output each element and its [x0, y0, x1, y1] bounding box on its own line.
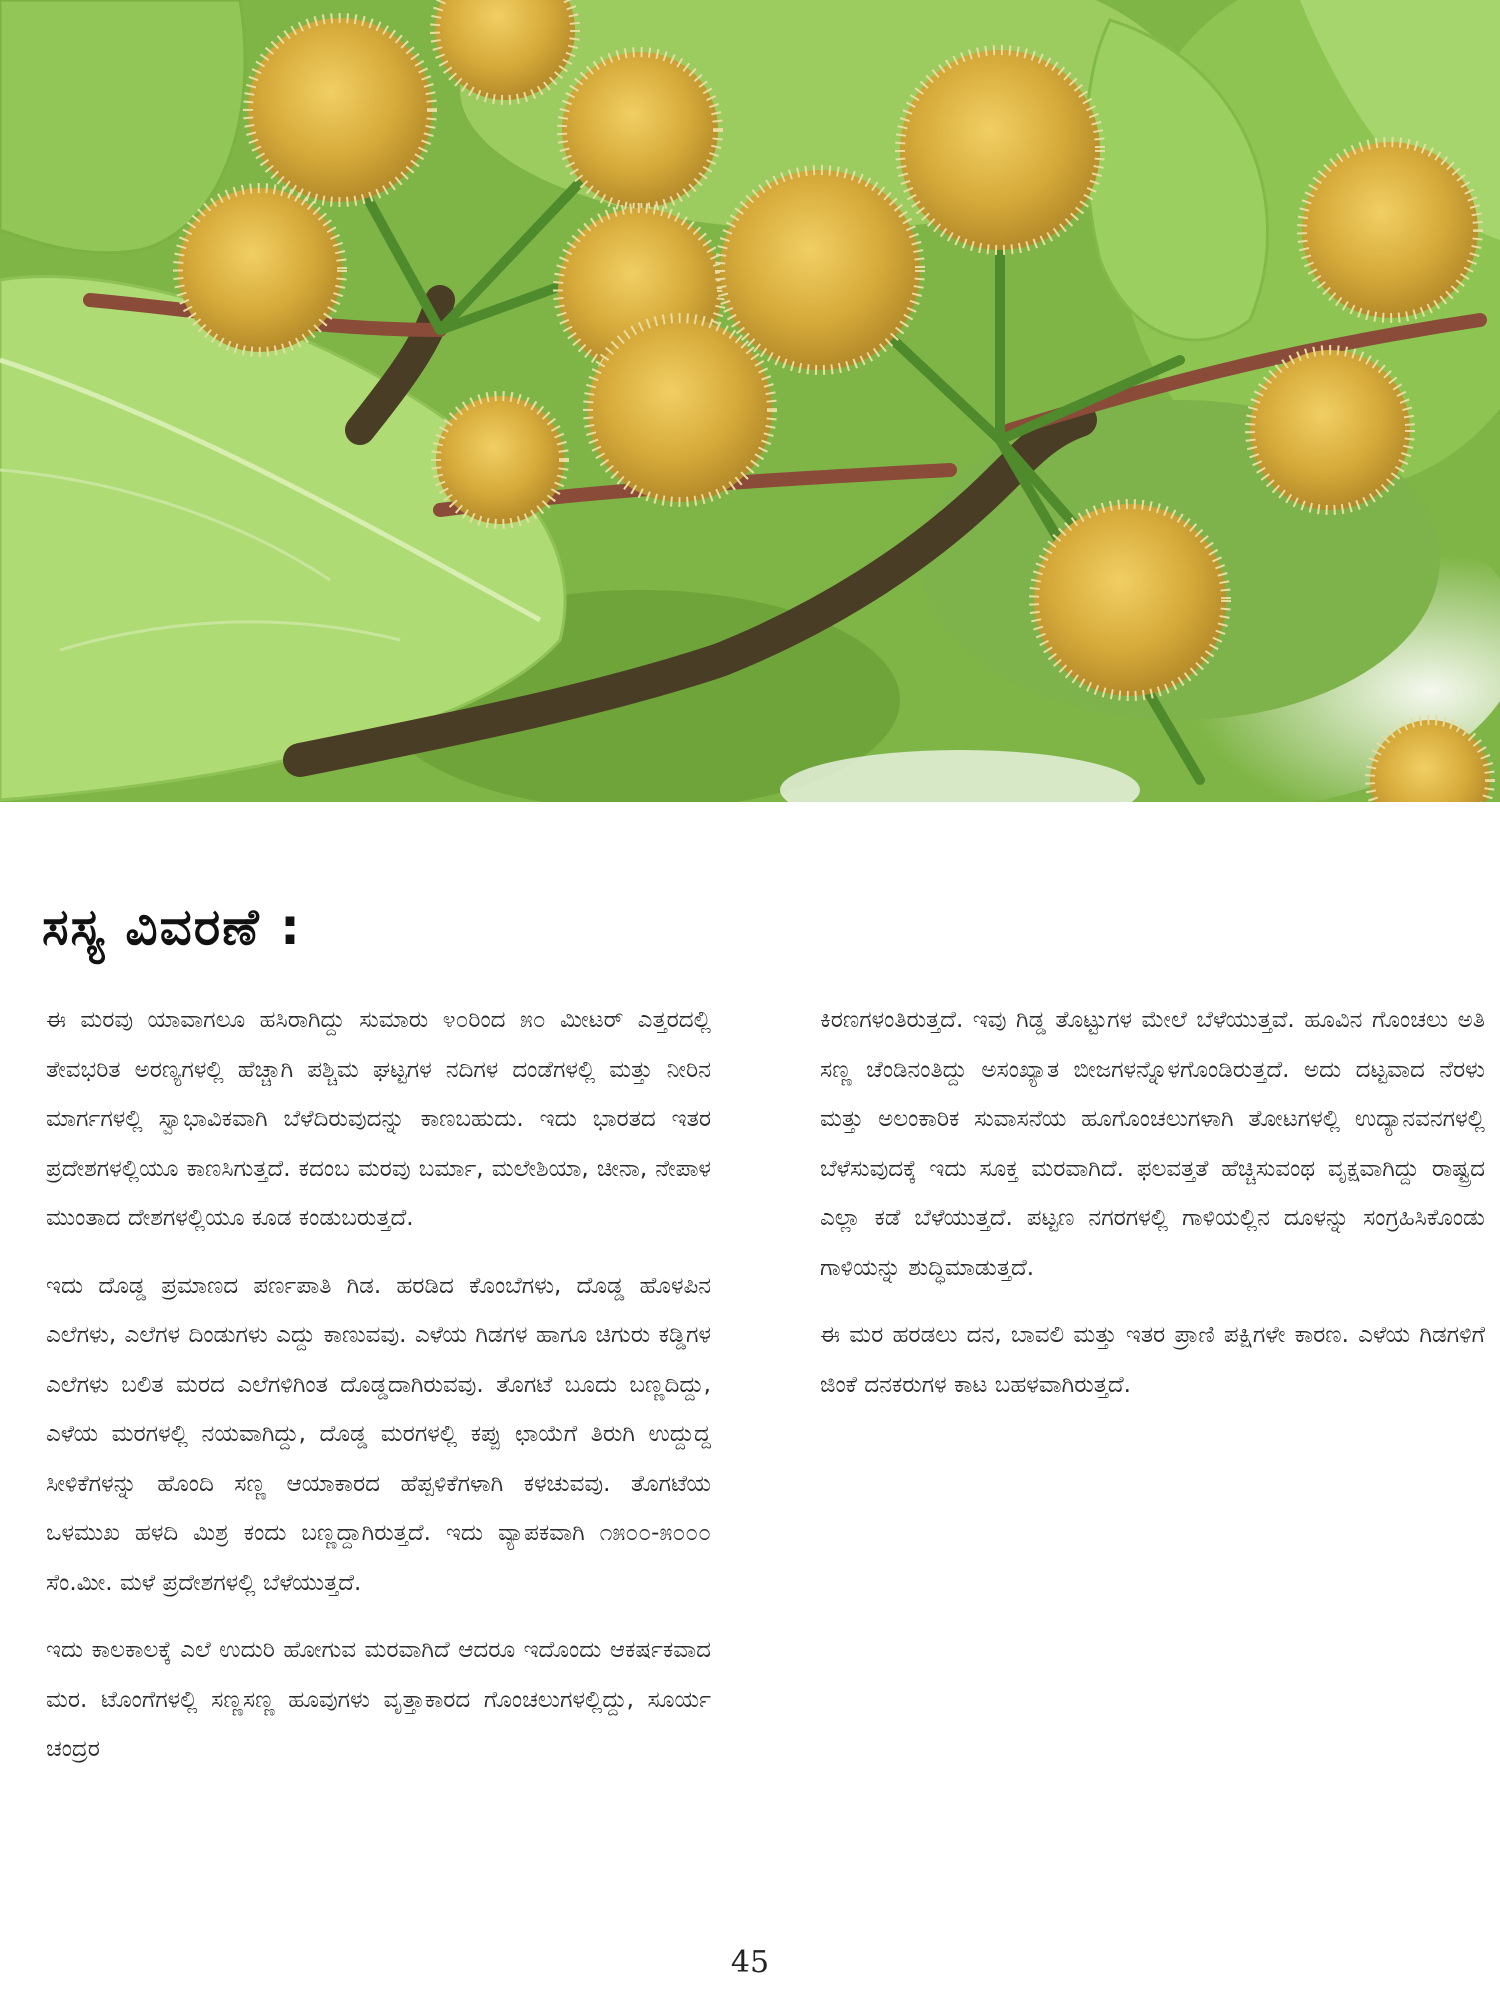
right-text-column — [820, 996, 1485, 1428]
paragraph: ಕಿರಣಗಳಂತಿರುತ್ತದೆ. ಇವು ಗಿಡ್ಡ ತೊಟ್ಟುಗಳ ಮೇಲೆ ಬೆಳೆಯುತ್ತವೆ. ಹೂವಿನ ಗೊಂಚಲು ಅತಿ ಸಣ್ಣ ಚೆಂಡಿನಂತಿದ್ದು ಅಸಂಖ್ಯಾತ ಬೀಜಗಳನ್ನೊಳಗೊಂಡಿರುತ್ತದೆ. ಅದು ದಟ್ಟವಾದ ನೆರಳು ಮತ್ತು ಅಲಂಕಾರಿಕ ಸುವಾಸನೆಯ ಹೂಗೊಂಚಲುಗಳಾಗಿ ತೋಟಗಳಲ್ಲಿ ಉದ್ಯಾನವನಗಳಲ್ಲಿ ಬೆಳೆಸುವುದಕ್ಕೆ ಇದು ಸೂಕ್ತ ಮರವಾಗಿದೆ. ಫಲವತ್ತತೆ ಹೆಚ್ಚಿಸುವಂಥ ವೃಕ್ಷವಾಗಿದ್ದು ರಾಷ್ಟ್ರದ ಎಲ್ಲಾ ಕಡೆ ಬೆಳೆಯುತ್ತದೆ. ಪಟ್ಟಣ ನಗರಗಳಲ್ಲಿ ಗಾಳಿಯಲ್ಲಿನ ದೂಳನ್ನು ಸಂಗ್ರಹಿಸಿಕೊಂಡು ಗಾಳಿಯನ್ನು ಶುದ್ಧಿಮಾಡುತ್ತದೆ. — [820, 1007, 1485, 1281]
photo-illustration — [0, 0, 1500, 802]
paragraph: ಈ ಮರವು ಯಾವಾಗಲೂ ಹಸಿರಾಗಿದ್ದು ಸುಮಾರು ೪೦ರಿಂದ ೫೦ ಮೀಟರ್ ಎತ್ತರದಲ್ಲಿ ತೇವಭರಿತ ಅರಣ್ಯಗಳಲ್ಲಿ ಹೆಚ್ಚಾಗಿ ಪಶ್ಚಿಮ ಘಟ್ಟಗಳ ನದಿಗಳ ದಂಡೆಗಳಲ್ಲಿ ಮತ್ತು ನೀರಿನ ಮಾರ್ಗಗಳಲ್ಲಿ ಸ್ವಾಭಾವಿಕವಾಗಿ ಬೆಳೆದಿರುವುದನ್ನು ಕಾಣಬಹುದು. ಇದು ಭಾರತದ ಇತರ ಪ್ರದೇಶಗಳಲ್ಲಿಯೂ ಕಾಣಸಿಗುತ್ತದೆ. ಕದಂಬ ಮರವು ಬರ್ಮಾ, ಮಲೇಶಿಯಾ, ಚೀನಾ, ನೇಪಾಳ ಮುಂತಾದ ದೇಶಗಳಲ್ಲಿಯೂ ಕೂಡ ಕಂಡುಬರುತ್ತದೆ. — [46, 1007, 711, 1231]
page-number: 45 — [730, 1945, 770, 1980]
paragraph: ಈ ಮರ ಹರಡಲು ದನ, ಬಾವಲಿ ಮತ್ತು ಇತರ ಪ್ರಾಣಿ ಪಕ್ಷಿಗಳೇ ಕಾರಣ. ಎಳೆಯ ಗಿಡಗಳಿಗೆ ಜಿಂಕೆ ದನಕರುಗಳ ಕಾಟ ಬಹಳವಾಗಿರುತ್ತದೆ. — [820, 1322, 1485, 1398]
paragraph: ಇದು ದೊಡ್ಡ ಪ್ರಮಾಣದ ಪರ್ಣಪಾತಿ ಗಿಡ. ಹರಡಿದ ಕೊಂಬೆಗಳು, ದೊಡ್ಡ ಹೊಳಪಿನ ಎಲೆಗಳು, ಎಲೆಗಳ ದಿಂಡುಗಳು ಎದ್ದು ಕಾಣುವವು. ಎಳೆಯ ಗಿಡಗಳ ಹಾಗೂ ಚಿಗುರು ಕಡ್ಡಿಗಳ ಎಲೆಗಳು ಬಲಿತ ಮರದ ಎಲೆಗಳಿಗಿಂತ ದೊಡ್ಡದಾಗಿರುವವು. ತೊಗಟೆ ಬೂದು ಬಣ್ಣದಿದ್ದು, ಎಳೆಯ ಮರಗಳಲ್ಲಿ ನಯವಾಗಿದ್ದು, ದೊಡ್ಡ ಮರಗಳಲ್ಲಿ ಕಪ್ಪು ಛಾಯೆಗೆ ತಿರುಗಿ ಉದ್ದುದ್ದ ಸೀಳಿಕೆಗಳನ್ನು ಹೊಂದಿ ಸಣ್ಣ ಆಯಾಕಾರದ ಹೆಪ್ಪಳಿಕೆಗಳಾಗಿ ಕಳಚುವವು. ತೊಗಟೆಯ ಒಳಮುಖ ಹಳದಿ ಮಿಶ್ರ ಕಂದು ಬಣ್ಣದ್ದಾಗಿರುತ್ತದೆ. ಇದು ವ್ಯಾಪಕವಾಗಿ ೧೫೦೦-೫೦೦೦ ಸೆಂ.ಮೀ. ಮಳೆ ಪ್ರದೇಶಗಳಲ್ಲಿ ಬೆಳೆಯುತ್ತದೆ. — [46, 1272, 711, 1596]
left-text-column — [46, 996, 711, 1793]
section-heading: ಸಸ್ಯ ವಿವರಣೆ : — [42, 898, 303, 956]
paragraph: ಇದು ಕಾಲಕಾಲಕ್ಕೆ ಎಲೆ ಉದುರಿ ಹೋಗುವ ಮರವಾಗಿದೆ ಆದರೂ ಇದೊಂದು ಆಕರ್ಷಕವಾದ ಮರ. ಟೊಂಗೆಗಳಲ್ಲಿ ಸಣ್ಣಸಣ್ಣ ಹೂವುಗಳು ವೃತ್ತಾಕಾರದ ಗೊಂಚಲುಗಳಲ್ಲಿದ್ದು, ಸೂರ್ಯ ಚಂದ್ರರ — [46, 1637, 711, 1762]
kadamba-tree-photo — [0, 0, 1500, 802]
